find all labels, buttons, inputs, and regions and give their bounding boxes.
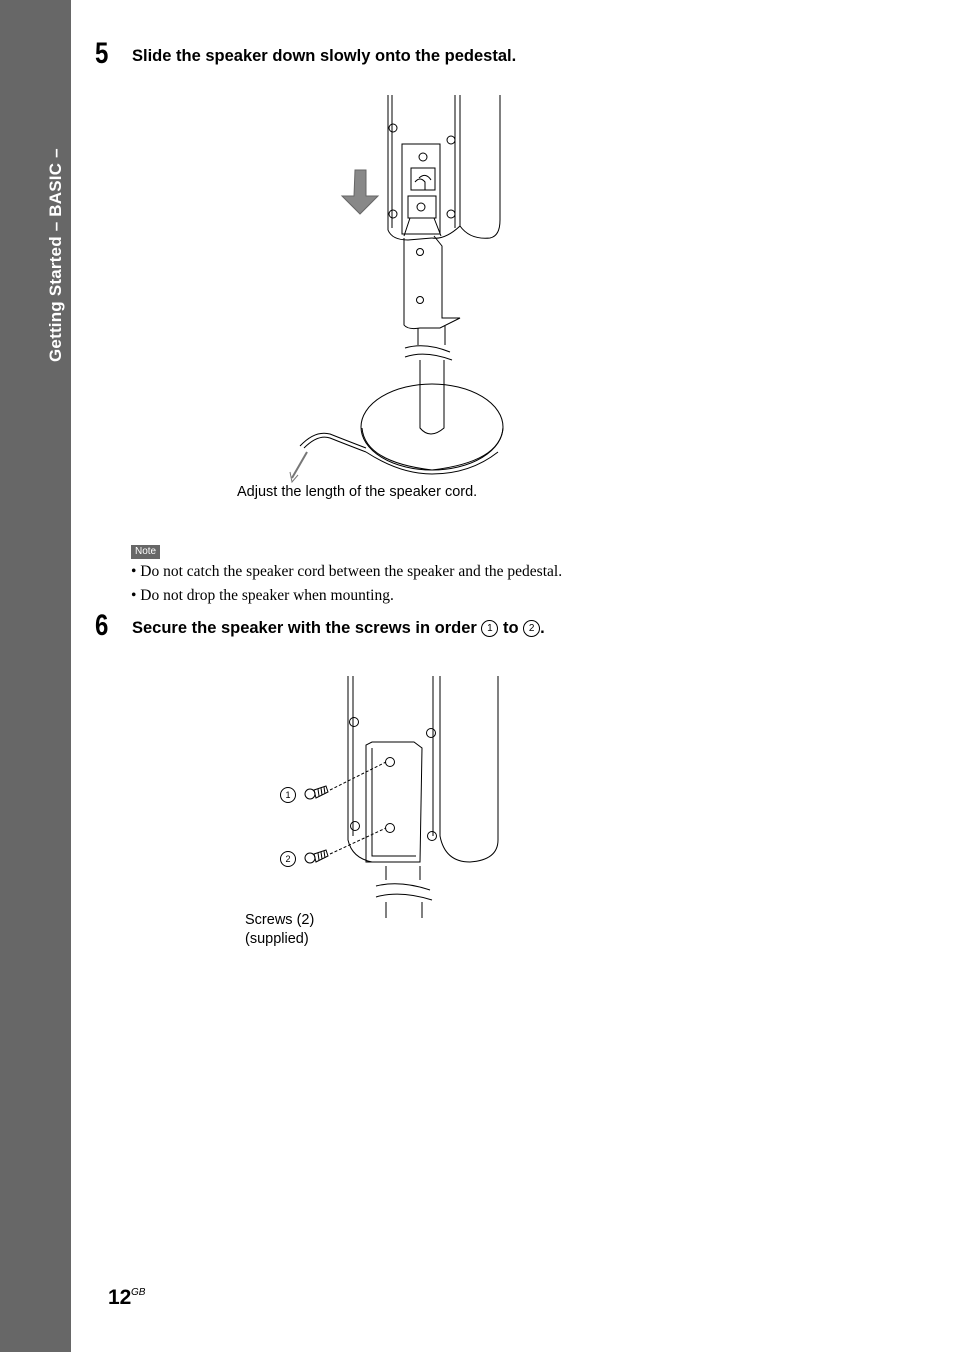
step-6-number: 6 [95, 609, 109, 642]
order-marker-1: 1 [481, 620, 498, 637]
page-number: 12 [108, 1286, 132, 1309]
note-badge: Note [131, 545, 160, 559]
screws-caption-line1: Screws (2) [245, 912, 315, 928]
note-item-2: • Do not drop the speaker when mounting. [131, 587, 394, 604]
figure-caption-cord: Adjust the length of the speaker cord. [237, 484, 478, 500]
page-region: GB [131, 1287, 146, 1298]
step-6-title-end: . [540, 619, 545, 637]
sidebar-tab [0, 0, 71, 1352]
speaker-screws-illustration [300, 672, 510, 922]
section-title: Getting Started – BASIC – [46, 148, 65, 362]
note-item-1: • Do not catch the speaker cord between the speaker and the pedestal. [131, 563, 563, 580]
step-6-title-text: Secure the speaker with the screws in order [132, 619, 482, 637]
speaker-pedestal-illustration [280, 90, 520, 490]
step-6-title-mid: to [498, 619, 524, 637]
screw-label-2: 2 [280, 851, 296, 867]
step-5-title: Slide the speaker down slowly onto the pedestal. [132, 47, 517, 65]
step-6-title [132, 619, 545, 638]
step-5-number: 5 [95, 37, 109, 70]
screw-label-1: 1 [280, 787, 296, 803]
screws-caption-line2: (supplied) [245, 931, 309, 947]
order-marker-2: 2 [523, 620, 540, 637]
